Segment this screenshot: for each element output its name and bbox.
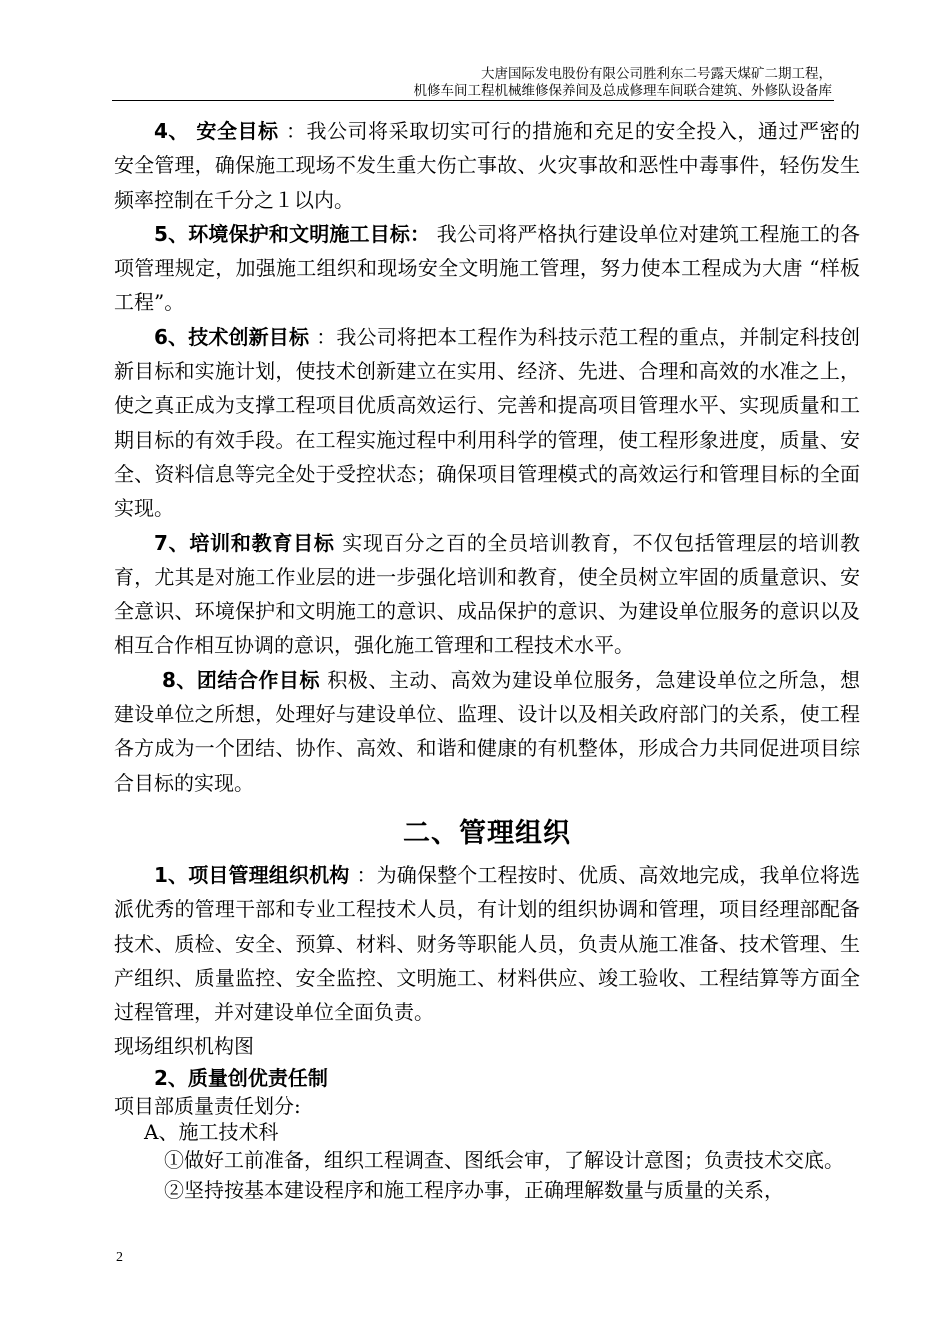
dept-construction-tech: A、施工技术科 bbox=[144, 1120, 279, 1145]
running-header bbox=[414, 66, 833, 100]
goal-cooperation-heading: 8、团结合作目标 bbox=[162, 667, 328, 692]
goal-innovation-text: ：我公司将把本工程作为科技示范工程的重点，并制定科技创新目标和实施计划，使技术创新建立在实用、经济、先进、合理和高效的水准之上，使之真正成为支撑工程项目优质高效运行、完善和提高项目管理水平、实现质量和工期目标的有效手段。在工程实施过程中利用科学的管理，使工程形象进度，质量、安全、资料信息等完全处于受控状态；确保项目管理模式的高效运行和管理目标的全面实现。 bbox=[114, 324, 860, 521]
goal-training-heading: 7、培训和教育目标 bbox=[154, 530, 343, 555]
goal-safety-heading: 4、 安全目标 bbox=[154, 119, 286, 143]
goal-innovation-heading: 6、技术创新目标 bbox=[154, 324, 317, 349]
list-item: ①做好工前准备，组织工程调查、图纸会审，了解设计意图；负责技术交底。 bbox=[164, 1148, 844, 1173]
header-rule bbox=[112, 100, 834, 101]
goal-cooperation bbox=[114, 663, 860, 800]
header-line-1: 大唐国际发电股份有限公司胜利东二号露天煤矿二期工程， bbox=[481, 66, 832, 82]
goal-environment bbox=[114, 217, 860, 320]
org-structure-heading: 1、项目管理组织机构 bbox=[154, 862, 357, 887]
goal-cooperation-text: 积极、主动、高效为建设单位服务，急建设单位之所急，想建设单位之所想，处理好与建设单位、监理、设计以及相关政府部门的关系，使工程各方成为一个团结、协作、高效、和谐和健康的有机整体，形成合力共同促进项目综合目标的实现。 bbox=[114, 667, 861, 795]
goal-training bbox=[114, 526, 860, 663]
list-item: ②坚持按基本建设程序和施工程序办事，正确理解数量与质量的关系， bbox=[164, 1178, 784, 1203]
goal-environment-heading: 5、环境保护和文明施工目标： bbox=[154, 221, 431, 246]
quality-heading: 2、质量创优责任制 bbox=[154, 1066, 328, 1091]
section-title: 二、管理组织 bbox=[403, 817, 571, 849]
org-structure bbox=[114, 858, 860, 1029]
goal-training-text: 实现百分之百的全员培训教育，不仅包括管理层的培训教育，尤其是对施工作业层的进一步强化培训和教育，使全员树立牢固的质量意识、安全意识、环境保护和文明施工的意识、成品保护的意识、为建设单位服务的意识以及相互合作相互协调的意识，强化施工管理和工程技术水平。 bbox=[114, 530, 860, 658]
goal-safety bbox=[114, 114, 860, 217]
goal-environment-text: 我公司将严格执行建设单位对建筑工程施工的各项管理规定，加强施工组织和现场安全文明施工管理，努力使本工程成为大唐 “样板工程”。 bbox=[114, 221, 861, 315]
org-structure-text: ：为确保整个工程按时、优质、高效地完成，我单位将选派优秀的管理干部和专业工程技术人员，有计划的组织协调和管理，项目经理部配备技术、质检、安全、预算、材料、财务等职能人员，负责从施工准备、技术管理、生产组织、质量监控、安全监控、文明施工、材料供应、竣工验收、工程结算等方面全过程管理，并对建设单位全面负责。 bbox=[114, 862, 861, 1025]
quality-division: 项目部质量责任划分: bbox=[114, 1094, 301, 1119]
body-text bbox=[114, 114, 860, 1205]
page-number: 2 bbox=[116, 1250, 123, 1265]
header-line-2: 机修车间工程机械维修保养间及总成修理车间联合建筑、外修队设备库 bbox=[413, 83, 832, 99]
goal-innovation bbox=[114, 320, 860, 526]
org-chart-label: 现场组织机构图 bbox=[114, 1034, 254, 1059]
goal-safety-text: ：我公司将采取切实可行的措施和充足的安全投入，通过严密的安全管理，确保施工现场不发生重大伤亡事故、火灾事故和恶性中毒事件，轻伤发生频率控制在千分之１以内。 bbox=[114, 119, 861, 212]
